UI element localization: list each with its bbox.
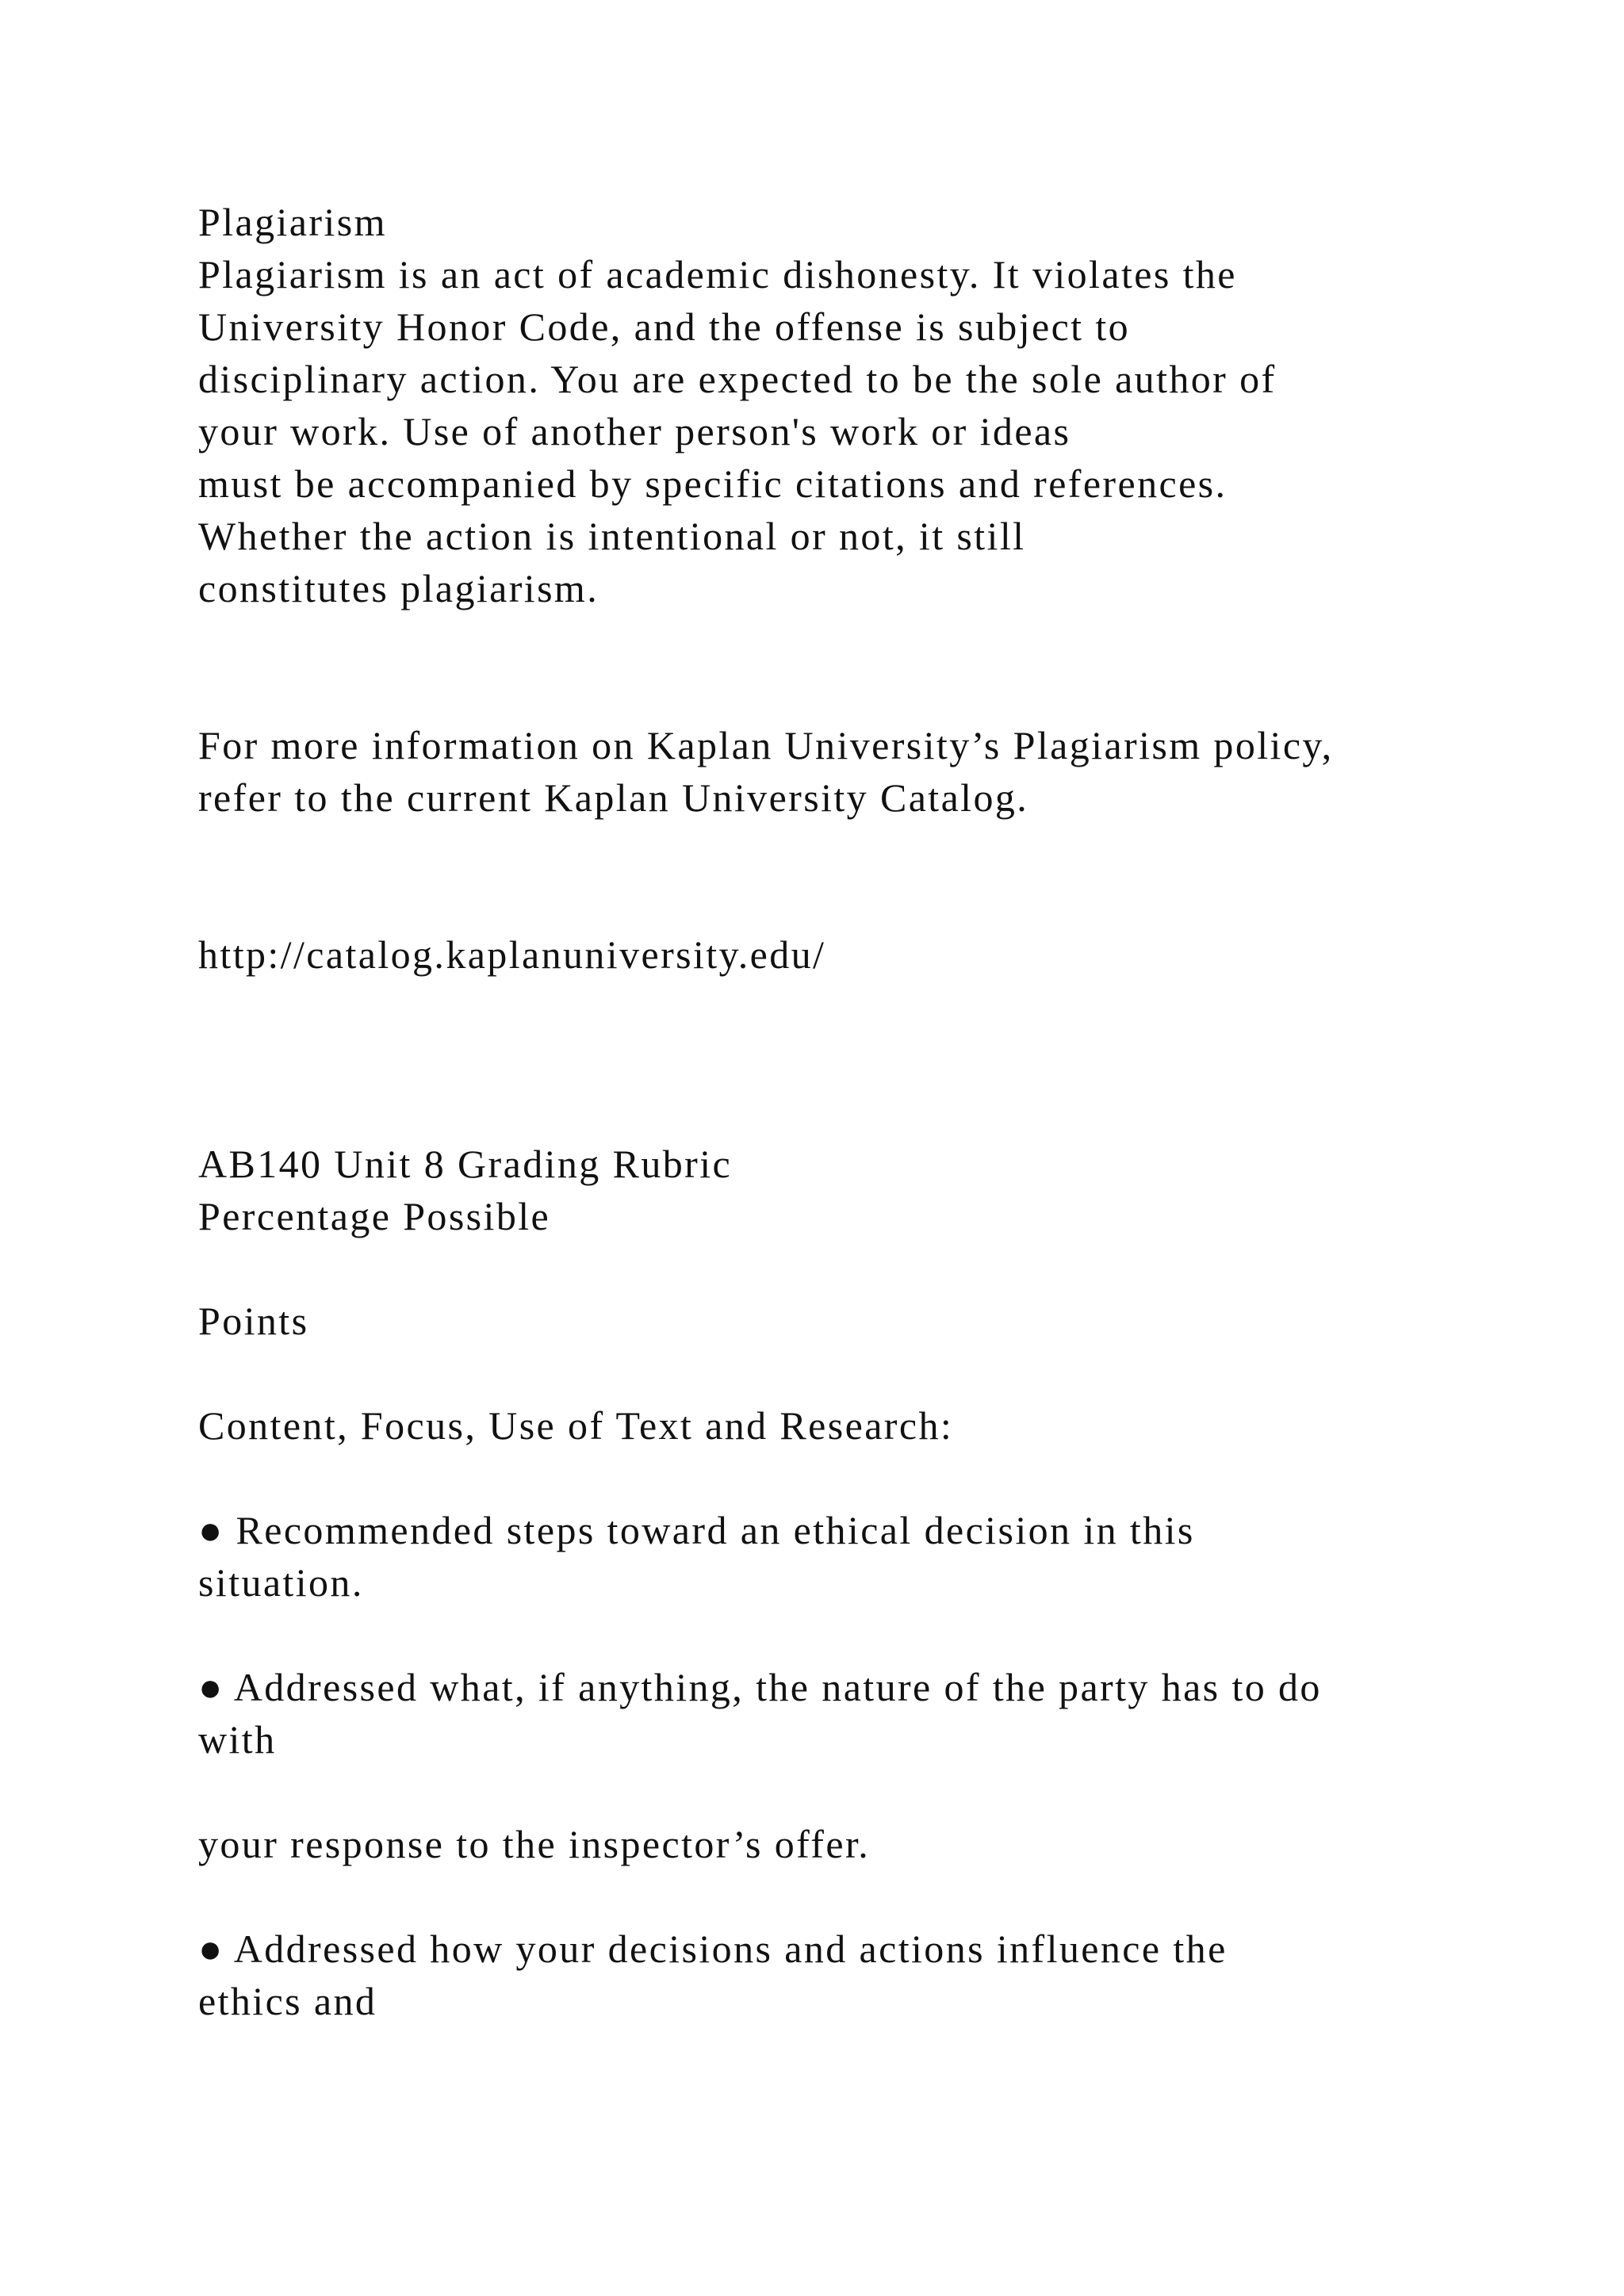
bullet-1-line-2: situation.: [198, 1560, 364, 1605]
plagiarism-line-3: disciplinary action. You are expected to be the sole author of: [198, 357, 1277, 401]
bullet-3-line-2: ethics and: [198, 1979, 377, 2023]
rubric-col-percentage: Percentage Possible: [198, 1194, 551, 1238]
document-title: Plagiarism: [198, 200, 387, 244]
plagiarism-line-2: University Honor Code, and the offense is subject to: [198, 304, 1131, 349]
plagiarism-line-4: your work. Use of another person's work or ideas: [198, 409, 1071, 453]
rubric-section-heading: Content, Focus, Use of Text and Research:: [198, 1403, 954, 1448]
plagiarism-line-5: must be accompanied by specific citations and references.: [198, 461, 1228, 506]
bullet-2-line-1: ● Addressed what, if anything, the nature of the party has to do: [198, 1665, 1322, 1709]
bullet-2-line-2: with: [198, 1717, 277, 1762]
info-line-2: refer to the current Kaplan University Catalog.: [198, 775, 1029, 820]
bullet-2-continuation: your response to the inspector’s offer.: [198, 1822, 871, 1866]
plagiarism-line-1: Plagiarism is an act of academic dishonesty. It violates the: [198, 252, 1237, 297]
catalog-url: http://catalog.kaplanuniversity.edu/: [198, 932, 826, 977]
rubric-col-points: Points: [198, 1299, 309, 1343]
plagiarism-line-7: constitutes plagiarism.: [198, 566, 599, 610]
bullet-1-line-1: ● Recommended steps toward an ethical decision in this: [198, 1508, 1195, 1552]
bullet-3-line-1: ● Addressed how your decisions and actions influence the: [198, 1927, 1228, 1971]
rubric-title: AB140 Unit 8 Grading Rubric: [198, 1142, 733, 1186]
plagiarism-line-6: Whether the action is intentional or not, it still: [198, 514, 1026, 558]
info-line-1: For more information on Kaplan University’s Plagiarism policy,: [198, 723, 1334, 767]
